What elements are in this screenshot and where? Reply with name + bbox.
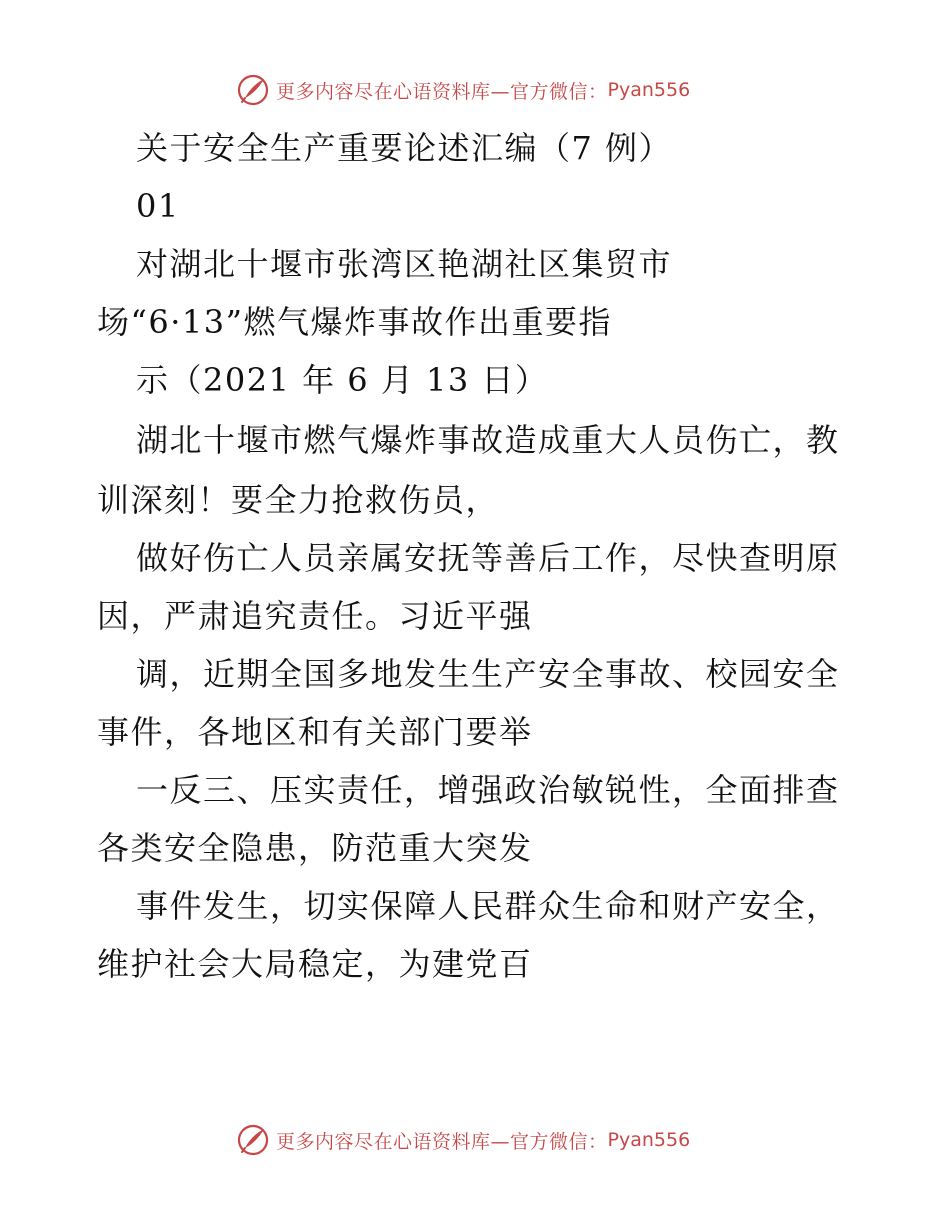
paragraph-line: 一反三、压实责任，增强政治敏锐性，全面排查 [136, 771, 840, 809]
quill-circle-icon [236, 73, 270, 107]
paragraph-line: 维护社会大局稳定，为建党百 [97, 945, 533, 983]
quill-circle-icon [236, 1123, 270, 1157]
section-number: 01 [136, 187, 180, 225]
watermark-wechat-id: Pyan556 [607, 79, 691, 101]
header-watermark [236, 72, 690, 108]
section-heading-line: 对湖北十堰市张湾区艳湖社区集贸市 [136, 245, 673, 283]
paragraph-line: 事件，各地区和有关部门要举 [97, 713, 533, 751]
paragraph-line: 调，近期全国多地发生生产安全事故、校园安全 [136, 655, 840, 693]
footer-watermark [236, 1122, 690, 1158]
paragraph-line: 做好伤亡人员亲属安抚等善后工作，尽快查明原 [136, 539, 840, 577]
section-heading-line: 示（2021 年 6 月 13 日） [136, 361, 549, 399]
paragraph-line: 湖北十堰市燃气爆炸事故造成重大人员伤亡，教 [136, 421, 840, 459]
watermark-wechat-id: Pyan556 [607, 1129, 691, 1151]
watermark-text: 更多内容尽在心语资料库—官方微信： [276, 80, 608, 103]
paragraph-line: 事件发生，切实保障人民群众生命和财产安全， [136, 887, 840, 925]
document-title: 关于安全生产重要论述汇编（7 例） [136, 129, 673, 167]
watermark-text: 更多内容尽在心语资料库—官方微信： [276, 1130, 608, 1153]
paragraph-line: 各类安全隐患，防范重大突发 [97, 829, 533, 867]
paragraph-line: 因，严肃追究责任。习近平强 [97, 597, 533, 635]
section-heading-line: 场“6·13”燃气爆炸事故作出重要指 [97, 303, 612, 341]
paragraph-line: 训深刻！要全力抢救伤员， [97, 481, 500, 519]
